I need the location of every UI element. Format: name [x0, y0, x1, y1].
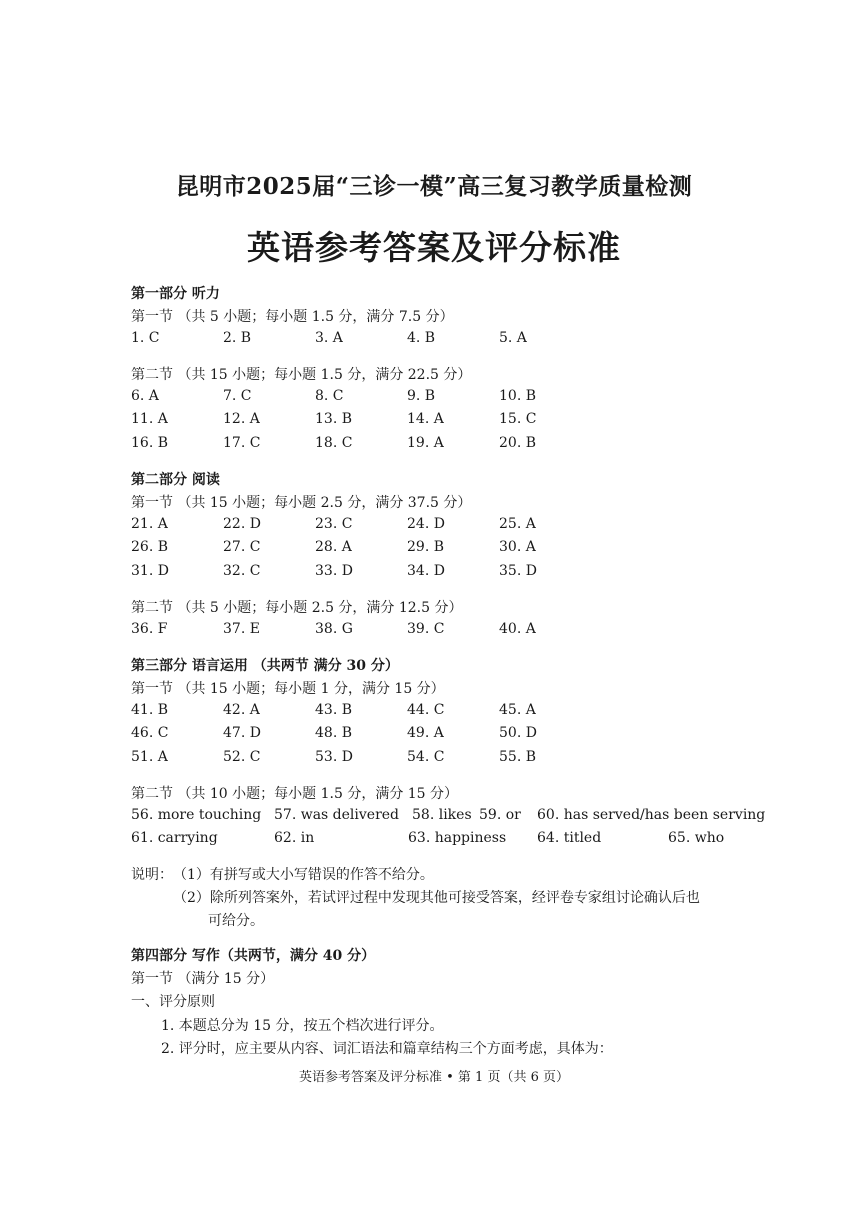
answer-cell: 3. A	[315, 330, 343, 346]
answer-65: 65. who	[668, 830, 725, 846]
answer-56: 56. more touching	[131, 807, 262, 823]
answer-60: 60. has served/has been serving	[537, 807, 766, 823]
answer-cell: 6. A	[131, 388, 159, 404]
answer-cell: 9. B	[407, 388, 436, 404]
answer-59: 59. or	[479, 807, 521, 823]
answer-cell: 40. A	[499, 621, 536, 637]
answer-cell: 1. C	[131, 330, 160, 346]
answer-cell: 17. C	[223, 434, 261, 451]
document-title: 昆明市2025届“三诊一模”高三复习教学质量检测	[175, 173, 693, 200]
scoring-principle-heading: 一、评分原则	[131, 994, 215, 1010]
answer-62: 62. in	[274, 830, 315, 846]
answer-cell: 29. B	[407, 539, 445, 556]
answer-cell: 34. D	[407, 562, 445, 579]
part2-sec1-heading: 第一节 （共 15 小题；每小题 2.5 分，满分 37.5 分）	[131, 495, 472, 511]
answer-cell: 55. B	[499, 748, 537, 765]
part1-sec2-heading: 第二节 （共 15 小题；每小题 1.5 分，满分 22.5 分）	[131, 367, 472, 383]
principle-1: 1. 本题总分为 15 分，按五个档次进行评分。	[161, 1018, 444, 1034]
answer-cell: 37. E	[223, 621, 260, 637]
document-subtitle: 英语参考答案及评分标准	[247, 228, 621, 267]
answer-cell: 39. C	[407, 621, 445, 637]
answer-cell: 23. C	[315, 516, 353, 532]
answer-cell: 24. D	[407, 516, 445, 532]
answer-cell: 35. D	[499, 562, 537, 579]
answer-cell: 11. A	[131, 411, 168, 428]
answer-cell: 52. C	[223, 748, 261, 765]
answer-cell: 8. C	[315, 388, 344, 404]
answer-cell: 10. B	[499, 388, 537, 404]
part3-heading: 第三部分 语言运用 （共两节 满分 30 分）	[131, 658, 399, 674]
part2-heading: 第二部分 阅读	[131, 472, 220, 488]
answer-cell: 21. A	[131, 516, 168, 532]
part1-sec1-heading: 第一节 （共 5 小题；每小题 1.5 分，满分 7.5 分）	[131, 309, 454, 325]
answer-cell: 28. A	[315, 539, 352, 556]
answer-cell: 50. D	[499, 725, 537, 742]
answer-cell: 25. A	[499, 516, 536, 532]
part4-heading: 第四部分 写作（共两节，满分 40 分）	[131, 948, 376, 964]
answer-cell: 12. A	[223, 411, 260, 428]
note-2: （2）除所列答案外，若试评过程中发现其他可接受答案，经评卷专家组讨论确认后也	[173, 890, 700, 906]
answer-cell: 16. B	[131, 434, 169, 451]
page-footer: 英语参考答案及评分标准 • 第 1 页（共 6 页）	[298, 1070, 569, 1085]
answer-cell: 22. D	[223, 516, 261, 532]
answer-cell: 48. B	[315, 725, 353, 742]
answer-cell: 36. F	[131, 621, 168, 637]
answer-cell: 18. C	[315, 434, 353, 451]
answer-cell: 43. B	[315, 702, 353, 718]
answer-cell: 5. A	[499, 330, 527, 346]
answer-cell: 15. C	[499, 411, 537, 428]
answer-cell: 44. C	[407, 702, 445, 718]
answer-cell: 54. C	[407, 748, 445, 765]
part3-sec2-heading: 第二节 （共 10 小题；每小题 1.5 分，满分 15 分）	[131, 786, 459, 802]
answer-cell: 46. C	[131, 725, 169, 742]
answer-cell: 47. D	[223, 725, 261, 742]
answer-cell: 4. B	[407, 330, 436, 346]
answer-61: 61. carrying	[131, 830, 218, 846]
notes-label: 说明：	[131, 867, 173, 883]
answer-cell: 19. A	[407, 434, 444, 451]
answer-cell: 20. B	[499, 434, 537, 451]
answer-cell: 13. B	[315, 411, 353, 428]
part3-sec1-heading: 第一节 （共 15 小题；每小题 1 分，满分 15 分）	[131, 681, 445, 697]
answer-cell: 42. A	[223, 702, 260, 718]
answer-58: 58. likes	[412, 807, 472, 823]
answer-cell: 33. D	[315, 562, 353, 579]
answer-cell: 27. C	[223, 539, 261, 556]
answer-cell: 2. B	[223, 330, 252, 346]
answer-cell: 32. C	[223, 562, 261, 579]
answer-cell: 45. A	[499, 702, 536, 718]
part1-heading: 第一部分 听力	[131, 286, 220, 302]
answer-cell: 26. B	[131, 539, 169, 556]
principle-2: 2. 评分时，应主要从内容、词汇语法和篇章结构三个方面考虑，具体为：	[161, 1041, 613, 1057]
answer-cell: 7. C	[223, 388, 252, 404]
note-2-cont: 可给分。	[208, 913, 264, 929]
answer-cell: 51. A	[131, 748, 168, 765]
answer-cell: 41. B	[131, 702, 169, 718]
answer-cell: 31. D	[131, 562, 169, 579]
answer-cell: 14. A	[407, 411, 444, 428]
note-1: （1）有拼写或大小写错误的作答不给分。	[173, 867, 434, 883]
answer-cell: 49. A	[407, 725, 444, 742]
answer-57: 57. was delivered	[274, 807, 400, 823]
answer-64: 64. titled	[537, 830, 602, 846]
answer-cell: 38. G	[315, 621, 353, 637]
answer-63: 63. happiness	[408, 830, 507, 846]
part4-sec1-heading: 第一节 （满分 15 分）	[131, 971, 275, 987]
part2-sec2-heading: 第二节 （共 5 小题；每小题 2.5 分，满分 12.5 分）	[131, 600, 463, 616]
answer-cell: 30. A	[499, 539, 536, 556]
answer-cell: 53. D	[315, 748, 353, 765]
